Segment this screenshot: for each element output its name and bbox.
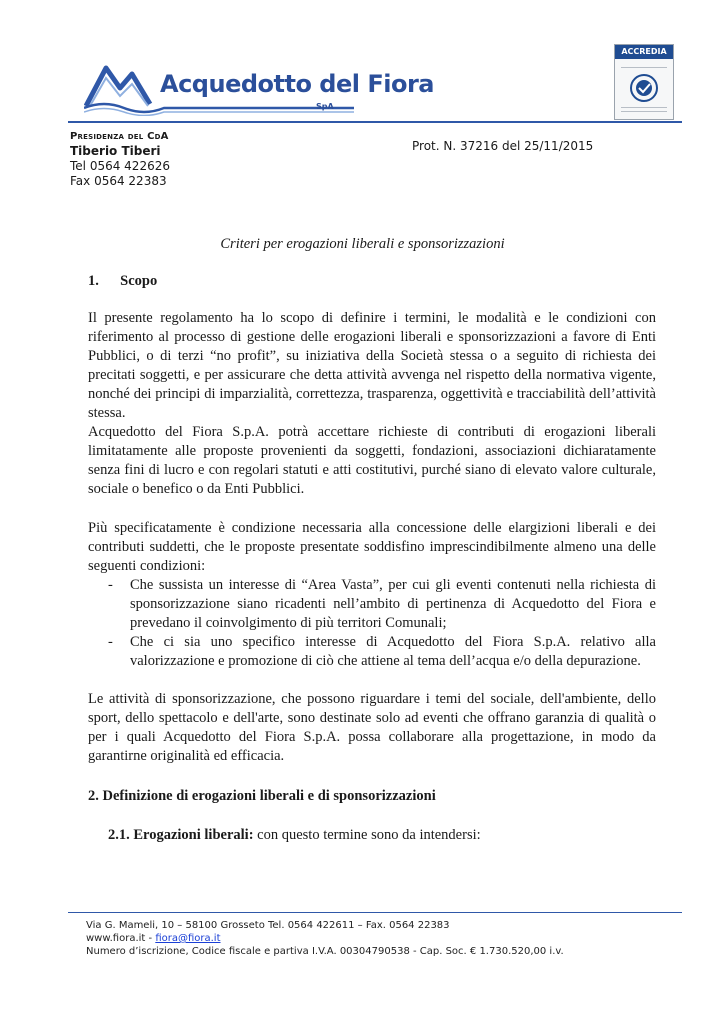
footer-registration: Numero d’iscrizione, Codice fiscale e partiva I.V.A. 00304790538 - Cap. Soc. € 1.730.520,00 i.v. xyxy=(86,946,564,957)
cert-divider xyxy=(621,107,667,108)
document-title: Criteri per erogazioni liberali e sponsorizzazioni xyxy=(220,236,505,252)
sender-role: Presidenza del CdA xyxy=(70,131,169,142)
list-item-text: Che sussista un interesse di “Area Vasta”, per cui gli eventi contenuti nella richiesta di sponsorizzazione siano ricadenti nell’ambito di pertinenza di Acquedotto del Fiora e prevedano il coinvolgimento di più territori Comunali; xyxy=(130,577,656,631)
section-1-title: Scopo xyxy=(120,273,158,289)
paragraph-sponsorship: Le attività di sponsorizzazione, che possono riguardare i temi del sociale, dell'ambiente, dello sport, dello spettacolo e dell'arte, sono destinate solo ad eventi che offrano garanzia di qualità o per i quali Acquedotto del Fiora S.p.A. possa collaborare alla progettazione, in modo da garantirne originalità ed efficacia. xyxy=(88,691,656,764)
subsection-text: con questo termine sono da intendersi: xyxy=(253,827,481,843)
section-2-heading: 2. Definizione di erogazioni liberali e di sponsorizzazioni xyxy=(88,788,436,804)
protocol-number: Prot. N. 37216 del 25/11/2015 xyxy=(412,139,594,153)
sender-name: Tiberio Tiberi xyxy=(70,144,161,158)
cert-divider xyxy=(621,67,667,68)
sender-fax: Fax 0564 22383 xyxy=(70,174,167,188)
footer-address: Via G. Mameli, 10 – 58100 Grosseto Tel. 0564 422611 – Fax. 0564 22383 xyxy=(86,920,450,931)
list-item xyxy=(108,576,656,633)
logo-suffix: SpA xyxy=(316,102,334,111)
website-link[interactable]: www.fiora.it xyxy=(86,933,146,944)
bullet-dash: - xyxy=(108,634,113,650)
footer-separator: - xyxy=(145,933,156,944)
sender-block xyxy=(70,129,170,189)
bullet-dash: - xyxy=(108,577,113,593)
subsection-title: Erogazioni liberali: xyxy=(133,827,254,843)
cert-label: ACCREDIA xyxy=(615,45,673,59)
header-divider xyxy=(68,121,682,123)
list-item xyxy=(108,633,656,671)
logo-wordmark: Acquedotto del Fiora xyxy=(160,70,434,98)
paragraph-purpose: Il presente regolamento ha lo scopo di definire i termini, le modalità e le condizioni con riferimento al processo di gestione delle erogazioni liberali e sponsorizzazioni a favore di Enti Pubblici, o di terzi “no profit”, su iniziativa della Società stessa o a seguito di richiesta dei precitati soggetti, e per assicurare che detta attività avvenga nel rispetto della normativa vigente, nonché dei principi di imparzialità, correttezza, trasparenza, oggettività e tracciabilità dell’attività stessa. xyxy=(88,310,656,421)
email-link[interactable]: fiora@fiora.it xyxy=(155,933,221,944)
paragraph-eligibility: Acquedotto del Fiora S.p.A. potrà accettare richieste di contributi di erogazioni liberali limitatamente alle proposte provenienti da soggetti, fondazioni, associazioni dichiaratamente senza fini di lucro e con regolari statuti e atti costitutivi, purché siano di elevato valore culturale, sociale o benefico o da Enti Pubblici. xyxy=(88,424,656,497)
subsection-2-1 xyxy=(108,826,481,845)
list-item-text: Che ci sia uno specifico interesse di Acquedotto del Fiora S.p.A. relativo alla valorizzazione e promozione di ciò che attiene al tema dell’acqua e/o della depurazione. xyxy=(130,634,656,669)
footer-contacts xyxy=(86,932,564,945)
section-1-number: 1. xyxy=(88,273,99,289)
section-1-heading xyxy=(88,273,157,290)
footer-divider xyxy=(68,912,682,913)
certification-seal-icon xyxy=(629,73,659,103)
cert-divider xyxy=(621,111,667,112)
footer xyxy=(86,919,564,958)
subsection-number: 2.1. xyxy=(108,827,130,843)
paragraph-conditions: Più specificatamente è condizione necessaria alla concessione delle elargizioni liberali e dei contributi suddetti, che le proposte presentate soddisfino imprescindibilmente almeno una delle seguenti condizioni: xyxy=(88,520,656,574)
accreditation-badge xyxy=(614,44,674,120)
conditions-list xyxy=(108,576,656,671)
sender-tel: Tel 0564 422626 xyxy=(70,159,170,173)
